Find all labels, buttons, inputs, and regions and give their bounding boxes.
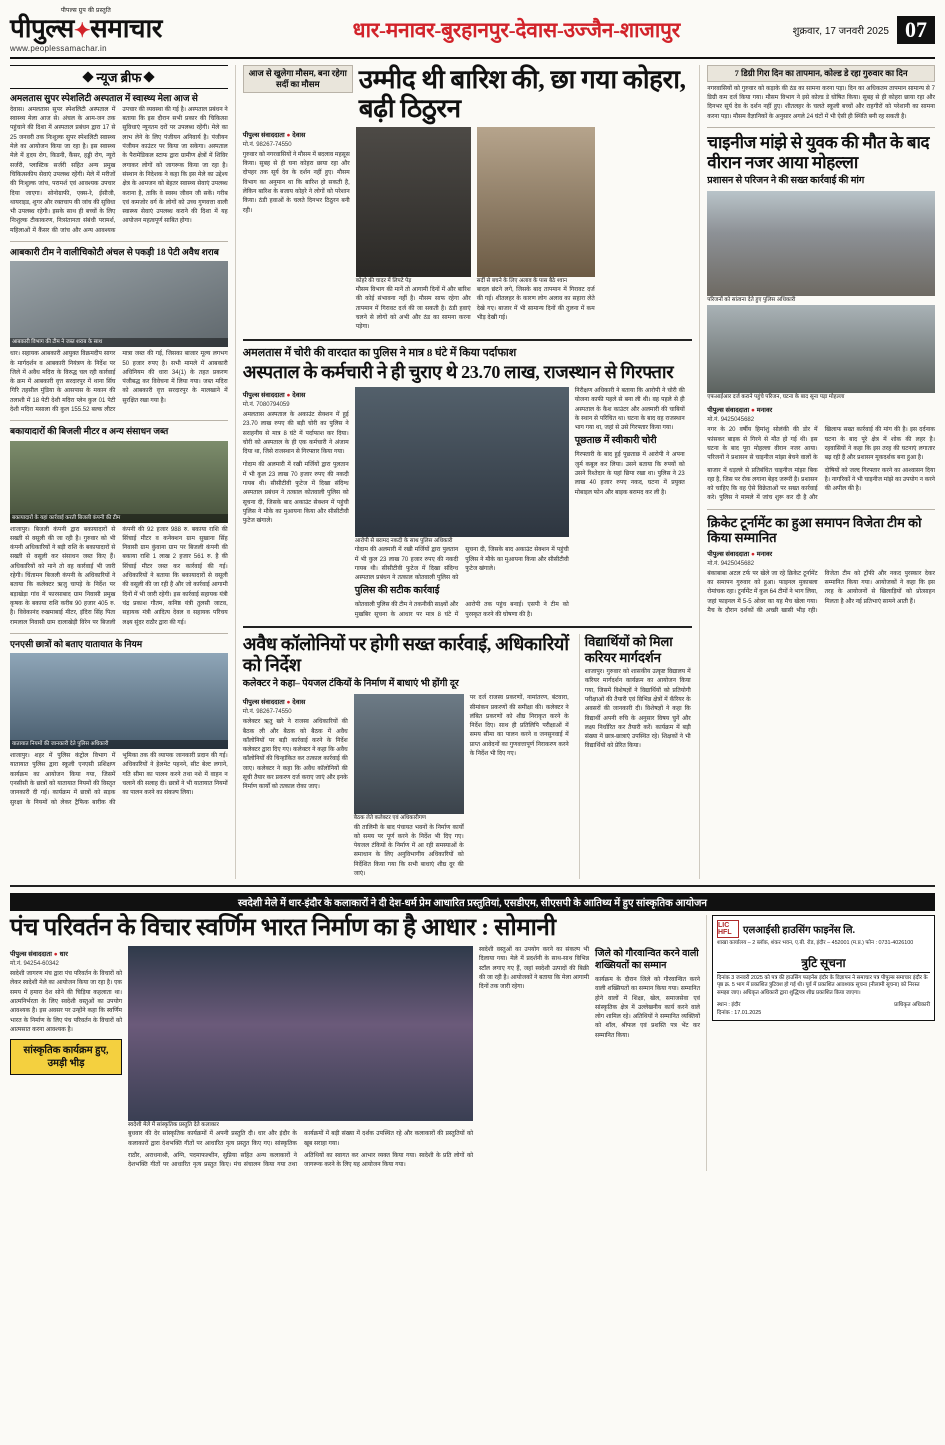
brief-lead-title: अमलतास सुपर स्पेशलिटी अस्पताल में स्वास्थ्य मेला आज से: [10, 92, 198, 103]
colony-headline: अवैध कॉलोनियों पर होगी सख्त कार्रवाई, अधिकारियों को निर्देश: [242, 633, 569, 676]
ncc-story-photo: [10, 653, 228, 749]
weather-byline: [243, 130, 350, 139]
bullet-icon: ●: [286, 131, 291, 139]
byline-name: पीपुल्स संवाददाता: [707, 550, 750, 558]
colony-photo-caption: बैठक लेते कलेक्टर एवं अधिकारीगण: [353, 815, 426, 822]
colony-byline: [243, 697, 348, 706]
column-divider: [235, 65, 236, 880]
electricity-story-headline: बकायादारों की बिजली मीटर व अन्य संसाधन जब्त: [10, 426, 169, 437]
swadeshi-byline: [10, 949, 122, 958]
date-block: [793, 16, 935, 44]
theft-text-1: अमलतास अस्पताल के अकाउंट सेक्शन में हुई 23.70 लाख रुपए की बड़ी चोरी का पुलिस ने सराहनीय से मात्र 8 घंटे में पर्दाफाश कर दिया। चोरी को अस्पताल के ही एक कर्मचारी ने अंजाम दिया था, जिसे राजस्थान से गिरफ्तार किया गया।: [242, 411, 349, 456]
weather-text-2: बादल छंटने लगे, जिसके बाद तापमान में गिरावट दर्ज की गई। शीतलहर के कारण लोग अलाव का सहारा लेते देखे गए। बाजार में भी सामान्य दिनों की तुलना में कम भीड़ देखी गई।: [476, 287, 595, 321]
honor-headline: जिले को गौरवान्वित करने वाली शख्सियतों का सम्मान: [595, 949, 699, 972]
weather-headline: उम्मीद थी बारिश की, छा गया कोहरा, बढ़ी ठिठुरन: [358, 64, 686, 123]
theft-body-row: [243, 387, 693, 620]
theft-press-conference-photo: [355, 387, 569, 537]
photo-caption: यातायात नियमों की जानकारी देते पुलिस अधिकारी: [10, 740, 228, 749]
kite-string-mobile: मो.नं. 9425045682: [707, 417, 755, 424]
weather-kicker: आज से खुलेगा मौसम, बना रहेगा सर्दी का मौसम: [243, 65, 353, 93]
bullet-icon: ●: [286, 391, 291, 399]
cricket-mobile: मो.नं. 9425045682: [707, 560, 755, 567]
photo-caption: बकायादारों के यहां कार्रवाई करती बिजली कंपनी की टीम: [10, 514, 228, 523]
website-url[interactable]: www.peoplessamachar.in: [10, 43, 107, 53]
cricket-text: बंकाबाबा अटल टर्फ पर खेले जा रहे क्रिकेट टूर्नामेंट का समापन गुरुवार को हुआ। फाइनल मुकाबला रोमांचक रहा। टूर्नामेंट में कुल 64 टीमों ने भाग लिया, जहां फाइनल में 5-5 ओवर का यह मैच खेला गया। मैच के दौरान दर्शकों की अच्छी खासी भीड़ रही। विजेता टीम को ट्रॉफी और नकद पुरस्कार देकर सम्मानित किया गया। आयोजकों ने कहा कि इस तरह के आयोजनों से खिलाड़ियों को प्रोत्साहन मिलता है और नई प्रतिभाएं सामने आती हैं।: [707, 570, 935, 615]
swadeshi-text-3: राठौर, अराधनाश्री, अग्नि, पदमाफल्शीन, सुप्रिया सहित अन्य कलाकारों ने देशभक्ति गीतों पर आधारित नृत्य प्रस्तुत किए। मंच संचालन किया गया तथा अतिथियों का स्वागत कर आभार व्यक्त किया गया। स्वदेशी के प्रति लोगों को जागरूक करने के लिए यह आयोजन किया गया।: [128, 1153, 473, 1169]
logo-tagline: पीपल्स ग्रुप की प्रस्तुति: [60, 8, 111, 14]
theft-mobile: मो.नं. 7080794059: [242, 401, 290, 408]
byline-place: देवास: [292, 391, 306, 399]
kite-string-photo-2: [707, 305, 935, 393]
cricket-headline: क्रिकेट टूर्नामेंट का हुआ समापन विजेता टीम को किया सम्मानित: [707, 514, 922, 546]
advertisement-column: [706, 915, 935, 1170]
ncc-story-text: शाजापुर। शहर में पुलिस कंट्रोल विभाग में यातायात पुलिस द्वारा स्कूली एनएसी प्रशिक्षण कार्यक्रम का आयोजन किया गया, जिसमें एनसीसी के छात्रों को यातायात नियमों की विस्तृत जानकारी दी गई। कार्यक्रम में छात्रों को सड़क सुरक्षा के नियमों को लेकर ट्रैफिक बारीक की भूमिका तक की व्यापक जानकारी प्रदान की गई। अधिकारियों ने हेलमेट पहनने, सीट बेल्ट लगाने, गति सीमा का पालन करने तथा नशे में वाहन न चलाने की सलाह दी। छात्रों ने भी यातायात नियमों का पालन करने का संकल्प लिया।: [10, 753, 228, 806]
ad-place: स्थान : इंदौर: [717, 1002, 741, 1009]
cricket-byline: [707, 549, 935, 558]
theft-text-2b: गोदाम की अलमारी में रखी मर्जियों द्वारा पुलतान में भी कुल 23 लाख 70 हजार रुपए की नकदी गायब थी। सीसीटीवी फुटेज में दिखा संदिग्ध अस्पताल प्रबंधन ने तत्काल कोतवाली पुलिस को सूचना दी, जिसके बाद अकाउंट सेक्शन में पहुंची पुलिस ने मौके का मुआयना किया और सीसीटीवी फुटेज खंगाले।: [354, 547, 569, 582]
weather-headline-row: [243, 65, 693, 123]
swadeshi-headline: पंच परिवर्तन के विचार स्वर्णिम भारत निर्माण का है आधार : सोमानी: [10, 915, 556, 942]
bullet-icon: ●: [751, 407, 755, 415]
main-columns: [10, 65, 935, 880]
electricity-story-photo: [10, 441, 228, 523]
cold-day-box-title: 7 डिग्री गिरा दिन का तापमान, कोल्ड डे रहा गुरुवार का दिन: [707, 65, 935, 82]
swadeshi-text-4: स्वदेशी वस्तुओं का उपयोग करने का संकल्प भी दिलाया गया। मेले में प्रदर्शनी के साथ-साथ विभिन्न स्टॉल लगाए गए हैं, जहां स्वदेशी उत्पादों की बिक्री की जा रही है। आयोजकों ने बताया कि मेला आगामी दिनों तक जारी रहेगा।: [479, 947, 589, 991]
swadeshi-text-2: बुधवार की देर सांस्कृतिक कार्यक्रमों में अपनी प्रस्तुति दी। धार और इंदौर के कलाकारों द्वारा देशभक्ति गीतों पर आधारित नृत्य प्रस्तुत किए गए। सांस्कृतिक कार्यक्रमों में बड़ी संख्या में दर्शक उपस्थित रहे और कलाकारों की प्रस्तुतियों को खूब सराहा गया।: [128, 1131, 473, 1147]
cultural-stage-caption: स्वदेशी मेले में सांस्कृतिक प्रस्तुति देते कलाकार: [128, 1122, 219, 1129]
kite-string-caption-1: परिजनों को सांत्वना देते हुए पुलिस अधिकारी: [707, 296, 796, 303]
byline-place: मनावर: [756, 407, 773, 415]
ad-notice-text: दिनांक 3 जनवरी 2025 को पत्र की हाउसिंग फाइनेंस इंदौर के विज्ञापन ने समाचार पत्र पीपुल्स समाचार इंदौर के पृष्ठ क्र. 5 भाग में प्रकाशित त्रुटिवश हो गई थी। पूर्व में प्रकाशित आवश्यक सूचना (नीलामी सूचना) को निरस्त समझा जाए। अधिकृत अधिकारी द्वारा शुद्धिपत्र शीघ्र प्रकाशित किया जाएगा।: [717, 974, 928, 996]
ad-authorized-officer: प्राधिकृत अधिकारी: [894, 1002, 930, 1009]
theft-headline: अस्पताल के कर्मचारी ने ही चुराए थे 23.70 लाख, राजस्थान से गिरफ्तार: [242, 361, 674, 382]
career-text: शाजापुर। गुरुवार को शासकीय उत्कृष्ट विद्यालय में करियर मार्गदर्शन कार्यक्रम का आयोजन किया गया, जिसमें विशेषज्ञों ने विद्यार्थियों को प्रतियोगी परीक्षाओं की तैयारी एवं विभिन्न क्षेत्रों में कॅरियर के अवसरों की जानकारी दी। विशेषज्ञों ने कहा कि विद्यार्थी अपनी रुचि के अनुसार विषय चुनें और लक्ष्य निर्धारित कर तैयारी करें। कार्यक्रम में बड़ी संख्या में छात्र-छात्राएं उपस्थित रहे। शिक्षकों ने भी विद्यार्थियों को प्रेरित किया।: [584, 669, 691, 750]
weather-text-1: मौसम विभाग की मानें तो आगामी दिनों में और बारिश की कोई संभावना नहीं है। मौसम साफ रहेगा और तापमान में गिरावट दर्ज की जा सकती है। ठंडी हवाएं चलने से लोगों को अभी और ठंड का सामना करना पड़ेगा।: [355, 287, 471, 331]
logo-word-right: समाचार: [90, 13, 162, 43]
kite-string-photo-1: [707, 191, 935, 296]
swadeshi-text-1: स्वदेशी जागरण मंच द्वारा पंच परिवर्तन के विचारों को लेकर स्वदेशी मेले का आयोजन किया जा रहा है। एक समय में हमारा देश सोने की चिड़िया कहलाता था। आत्मनिर्भरता के लिए स्वदेशी वस्तुओं का उपयोग आवश्यक है। इस अवसर पर उन्होंने कहा कि स्वर्णिम भारत के निर्माण के लिए पंच परिवर्तन के विचारों को आत्मसात करना आवश्यक है।: [10, 971, 122, 1033]
ad-date: दिनांक : 17.01.2025: [717, 1010, 762, 1017]
career-headline: विद्यार्थियों को मिला करियर मार्गदर्शन: [584, 633, 673, 665]
page-number: 07: [897, 16, 935, 44]
byline-name: पीपुल्स संवाददाता: [242, 131, 285, 139]
edition-line: [240, 16, 793, 44]
kite-string-text-1: नगर के 20 वर्षीय हिमांशु सोलंकी की डोर में फांसकर बाइक से गिरने से मौत हो गई थी। इस घटना के बाद पूरा मोहल्ला वीरान नजर आया। परिजनों ने प्रशासन से चाइनीज मांझा बेचने वालों के खिलाफ सख्त कार्रवाई की मांग की है। इस दर्दनाक घटना के बाद पूरे क्षेत्र में शोक की लहर है। रहवासियों ने कहा कि इस तरह की घटनाएं लगातार बढ़ रही हैं और प्रशासन मूकदर्शक बना हुआ है।: [707, 427, 935, 462]
byline-place: मनावर: [756, 550, 773, 558]
logo-wordmark: [10, 13, 162, 43]
bullet-icon: ●: [53, 951, 58, 959]
electricity-story-text: शाजापुर। बिजली कंपनी द्वारा बकायादारों से सख्ती से वसूली की जा रही है। गुरुवार को भी कंपनी अधिकारियों ने बड़ी राशि के बकायादारों से सख्ती से वसूली कर संसाधन जब्त किए हैं। अधिकारियों को माने तो वह कार्रवाई भी जारी रहेगी। चिंतामन बिजली कंपनी के अधिकारियों ने बताया कि कलेक्टर ऋजु चापड़े के निर्देश पर बड़ाखेड़ा गांव में फारसाबाद ग्राम निवासी प्रमुख कृषक के बकाया राशि करीब 90 हजार 405 रु. है। विवेकानंद रुखमाबाई मीटर, इंदिरा सिंह पिता रामलाल निवासी ग्राम दालाखेड़ी विरेन पर बिजली कंपनी की 92 हजार 988 रु. बकाया राशि की सिंचाई मीटर व कनेक्शन ग्राम सुखाना सिंह निवासी ग्राम कुंवाना ग्राम पर बिजली कंपनी की बकाया राशि 1 लाख 2 हजार 561 रु. है की सिंचाई मीटर जब्त कर कार्रवाई की गई। अधिकारियों ने बताया कि बकायादारों से वसूली की वसूली की जा रही है और जो कार्रवाई आगामी दिनों में भी जारी रहेगी। इस कार्रवाई सहायक यंत्री चंद्र प्रकाश गौतम, कनिष्ठ यंत्री तुलसी जाटव, सहायक मंत्री आदित्य देवल व सहायक परिचय लक्ष्य सुंदर राठौर द्वारा की गई।: [10, 526, 228, 626]
theft-kicker: अमलतास में चोरी की वारदात का पुलिस ने मात्र 8 घंटे में किया पर्दाफाश: [242, 346, 517, 359]
column-right: [707, 65, 935, 880]
byline-name: पीपुल्स संवाददाता: [242, 391, 285, 399]
star-icon: ✦: [73, 19, 91, 42]
diamond-icon: [83, 71, 94, 82]
kite-string-text-2: बाजार में धड़ल्ले से प्रतिबंधित चाइनीज मांझा बिक रहा है, जिस पर रोक लगाना बेहद जरूरी है। प्रशासन को चाहिए कि वह ऐसे विक्रेताओं पर सख्त कार्रवाई करे। पुलिस ने मामले में जांच शुरू कर दी है और दोषियों को जल्द गिरफ्तार करने का आश्वासन दिया है। नागरिकों ने भी चाइनीज मांझे का उपयोग न करने की अपील की है।: [707, 467, 935, 502]
colony-text-1: कलेक्टर ऋतु खरे ने राजस्व अधिकारियों की बैठक ली और बैठक को बैठक में अवैध कॉलोनियों पर बड़ी कार्रवाई करने के निर्देश कलेक्टर द्वारा दिए गए। कलेक्टर ने कहा कि अवैध कॉलोनियों की चिन्हांकित कर तत्काल कार्रवाई की जाए। कलेक्टर ने कहा कि अवैध कॉलोनियों की सूची तैयार कर प्रकरण दर्ज कराए जाएं और इनके निर्माण कार्यों को तत्काल रोका जाए।: [242, 719, 348, 791]
byline-place: देवास: [292, 131, 306, 139]
bullet-icon: ●: [751, 550, 755, 558]
diamond-icon: [144, 71, 155, 82]
bullet-icon: ●: [286, 699, 291, 707]
theft-text-5: कोतवाली पुलिस की टीम ने तकनीकी साक्ष्यों और मुखबिर सूचना के आधार पर मात्र 8 घंटे में आरोपी तक पहुंच बनाई। एसपी ने टीम को पुरस्कृत करने की घोषणा की है।: [354, 602, 569, 618]
column-center: [243, 65, 693, 880]
edition-text: धार-मनावर-बुरहानपुर-देवास-उज्जैन-शाजापुर: [352, 18, 680, 43]
kite-string-byline: [707, 405, 935, 414]
ncc-story-headline: एनएसी छात्रों को बताए यातायात के नियम: [10, 638, 143, 649]
liquor-story-text: धार। सहायक आबकारी आयुक्त विक्रमदीप सागर के मार्गदर्शन व आबकारी नियंत्रण के निर्देश पर जिले में अवैध मदिरा के विरुद्ध चल रही कार्रवाई के क्रम में आबकारी वृत्त सरदारपुर में थाना सिंघ गिरि तहसील मुंडिया के आसपास के मकान की तलाशी में 18 पेटी देशी मदिरा प्लेन कुल 01 पेटी देशी मदिरा मसाला की कुल 155.52 बल्क लीटर मात्रा जब्त की गई, जिसका बाजार मूल्य लगभग 50 हजार रुपए है। सभी मामले में आबकारी अधिनियम की धारा 34(1) के तहत प्रकरण पंजीबद्ध कर विवेचना में लिया गया। जब्त मदिरा को आबकारी वृत्त सरदारपुर के मालखाने में सुरक्षित रखा गया है।: [10, 351, 228, 414]
column-divider: [699, 65, 700, 880]
theft-sub-confession: पूछताछ में स्वीकारी चोरी: [574, 436, 657, 447]
liquor-story-headline: आबकारी टीम ने वालीचिकोटी अंचल से पकड़ी 18 पेटी अवैध शराब: [10, 247, 219, 257]
kite-string-subhead: प्रशासन से परिजन ने की सख्त कार्रवाई की मांग: [707, 175, 865, 186]
kite-string-caption-2: एफआईआर दर्ज कराने पहुंचे परिजन, घटना के बाद सूना पड़ा मोहल्ला: [707, 394, 845, 401]
theft-sub-cctv: पुलिस की सटीक कार्रवाई: [354, 586, 440, 597]
photo-caption: आबकारी विभाग की टीम ने जब्त शराब के साथ: [10, 338, 228, 347]
ad-address: शाखा कार्यालय – 2 ब्लॉक, शंकर भवन, ए.बी. रोड, इंदौर – 452001 (म.प्र.) फोन : 0731-4026100: [717, 940, 914, 947]
ad-company-name: एलआईसी हाउसिंग फाइनेंस लि.: [743, 925, 856, 937]
logo: [10, 8, 240, 53]
byline-name: पीपुल्स संवाददाता: [707, 407, 750, 415]
masthead: [10, 8, 935, 59]
liquor-story-photo: [10, 261, 228, 347]
colony-subhead: कलेक्टर ने कहा– पेयजल टंकियों के निर्माण में बाधाएं भी होंगी दूर: [242, 679, 459, 690]
ad-header: [717, 920, 930, 938]
byline-place: धार: [59, 951, 68, 959]
kite-string-headline: चाइनीज मांझे से युवक की मौत के बाद वीरान नजर आया मोहल्ला: [707, 132, 930, 172]
cultural-program-box: सांस्कृतिक कार्यक्रम हुए, उमड़ी भीड़: [10, 1039, 122, 1075]
column-left: [10, 65, 228, 880]
honor-text: कार्यक्रम के दौरान जिले को गौरवान्वित करने वाली शख्सियतों का सम्मान किया गया। सम्मानित होने वालों में शिक्षा, खेल, समाजसेवा एवं सांस्कृतिक क्षेत्र में उल्लेखनीय कार्य करने वाले लोग शामिल रहे। अतिथियों ने सम्मानित व्यक्तियों को शॉल, श्रीफल एवं प्रशस्ति पत्र भेंट कर सम्मानित किया।: [595, 976, 700, 1039]
colony-block: [243, 634, 693, 879]
news-brief-label: न्यूज ब्रीफ: [96, 69, 142, 85]
weather-mobile: मो.नं. 98267-74550: [242, 141, 292, 148]
theft-text-4: गिरफ्तारी के बाद हुई पूछताछ में आरोपी ने अपना जुर्म कबूल कर लिया। उसने बताया कि रुपयों को उसने रिश्तेदार के यहां छिपा रखा था। पुलिस ने 23 लाख 40 हजार रुपए नकद, घटना में प्रयुक्त मोबाइल फोन और बाइक बरामद कर ली है।: [574, 452, 685, 496]
lic-logo-icon: LIC HFL: [717, 920, 739, 938]
dogs-bonfire-caption: सर्दी से बचने के लिए अलाव के पास बैठे श्वान: [476, 277, 568, 284]
cold-day-text: नगरवासियों को गुरुवार को कड़ाके की ठंड का सामना करना पड़ा। दिन का अधिकतम तापमान सामान्य से 7 डिग्री कम दर्ज किया गया। मौसम विभाग ने इसे कोल्ड डे घोषित किया। सुबह से ही कोहरा छाया रहा और दिनभर सूर्य देव के दर्शन नहीं हुए। शीतलहर के चलते स्कूली बच्चों और राहगीरों को परेशानी का सामना करना पड़ा। मौसम वैज्ञानिकों के अनुसार अगले 24 घंटों में भी ऐसी ही स्थिति बनी रह सकती है।: [707, 85, 935, 120]
colony-text-3: पर दर्ज राजस्व प्रकरणों, नामांतरण, बंटवारा, सीमांकन प्रकरणों की समीक्षा की। कलेक्टर ने लंबित प्रकरणों को शीघ्र निराकृत करने के निर्देश दिए। साथ ही प्रतिलिपि परीक्षाओं में समय सीमा का पालन करने व जनसुनवाई में प्राप्त आवेदनों का गुणवत्तापूर्ण निराकरण करने के निर्देश भी दिए गए।: [469, 695, 569, 758]
weather-body-row: [243, 127, 693, 333]
ad-notice-title: त्रुटि सूचना: [717, 954, 930, 973]
colony-meeting-photo: [354, 694, 464, 814]
theft-text-2: गोदाम की अलमारी में रखी मर्जियों द्वारा पुलतान में भी कुल 23 लाख 70 हजार रुपए की नकदी गायब थी। सीसीटीवी फुटेज में दिखा संदिग्ध अस्पताल प्रबंधन ने तत्काल कोतवाली पुलिस को सूचना दी, जिसके बाद अकाउंट सेक्शन में पहुंची पुलिस ने मौके का मुआयना किया और सीसीटीवी फुटेज खंगाले।: [242, 462, 349, 525]
cultural-stage-photo: [128, 946, 473, 1121]
theft-text-3: निरीक्षण अधिकारी ने बताया कि आरोपी ने चोरी की योजना काफी पहले से बना ली थी। वह पहले से ही अस्पताल के कैश काउंटर और अलमारी की चाबियों के स्थान से परिचित था। घटना के बाद वह राजस्थान भाग गया था, जहां से उसे गिरफ्तार किया गया।: [574, 387, 685, 432]
news-brief-badge: [10, 65, 228, 89]
colony-text-2: की तालिमी के बाद पंचायत भवनों के निर्माण कार्यों को समय पर पूर्ण करने के निर्देश भी दिए गए। पेयजल टंकियों के निर्माण में आ रही समस्याओं के समाधान के लिए अनुविभागीय अधिकारियों को निर्देशित किया गया कि सभी बाधाएं शीघ्र दूर की जाएं।: [353, 824, 464, 877]
colony-mobile: मो.नं. 98267-74550: [242, 709, 292, 716]
dogs-bonfire-photo: [477, 127, 595, 277]
byline-name: पीपुल्स संवाददाता: [10, 951, 52, 959]
theft-byline: [243, 390, 349, 399]
bottom-main-row: [10, 915, 935, 1170]
theft-photo-caption: आरोपी से बरामद नकदी के साथ पुलिस अधिकारी: [354, 537, 453, 544]
lic-housing-ad: [712, 915, 935, 1021]
logo-word-left: पीपुल्स: [10, 13, 74, 43]
fog-tree-photo: [356, 127, 471, 277]
brief-lead-text: देवास। अमलतास सुपर स्पेशलिटी अस्पताल में स्वास्थ्य मेला आज से। अंचल के आम-जन तक पहुंचाने की दिशा में अस्पताल प्रबंधन द्वारा 17 से 25 जनवरी तक निःशुल्क सुपर स्पेशलिटी स्वास्थ्य मेले का आयोजन किया जा रहा है। इस स्वास्थ्य मेले में हृदय रोग, किडनी, कैंसर, हड्डी रोग, न्यूरो सर्जरी, प्लास्टिक सर्जरी सहित अन्य प्रमुख चिकित्सकीय सेवाएं उपलब्ध रहेंगी। मेले में मरीजों की निःशुल्क जांच, परामर्श एवं आवश्यक उपचार दिया जाएगा। सोनोग्राफी, एक्स-रे, ईसीजी, थायराइड, शुगर और रक्तचाप की जांच की सुविधा भी उपलब्ध रहेगी। इसके साथ ही बच्चों के लिए निःशुल्क टीकाकरण, निःसंतानता संबंधी परामर्श, महिलाओं में कैंसर की जांच और अन्य आवश्यक उपचार की व्यवस्था की गई है। अस्पताल प्रबंधन ने बताया कि इस दौरान सभी प्रकार की चिकित्सा सुविधाएं न्यूनतम दरों पर उपलब्ध रहेंगी। मेले का लाभ लेने के लिए पंजीयन अनिवार्य है। पंजीयन पंजीयन काउंटर पर किया जा सकेगा। अस्पताल के पैरामेडिकल स्टाफ द्वारा ग्रामीण क्षेत्रों में शिविर लगाकर लोगों को जागरूक किया जा रहा है। संस्थान के निदेशक ने कहा कि इस मेले का उद्देश्य क्षेत्र के आमजन को बेहतर स्वास्थ्य सेवाएं उपलब्ध कराना है, ताकि वे स्वस्थ जीवन जी सकें। गरीब एवं कमजोर वर्ग के लोगों को उच्च गुणवत्ता वाली स्वास्थ्य सेवाएं उपलब्ध कराने की दिशा में यह आयोजन महत्वपूर्ण साबित होगा।: [10, 106, 228, 234]
byline-name: पीपुल्स संवाददाता: [242, 699, 285, 707]
fog-tree-caption: कोहरे की चादर में लिपटे पेड़: [355, 277, 412, 284]
swadeshi-mobile: मो.नं. 94254-60342: [10, 961, 59, 968]
weather-lede: गुरुवार को नगरवासियों ने मौसम में बदलाव महसूस किया। सुबह से ही घना कोहरा छाया रहा और दोपहर तक सूर्य देव के दर्शन नहीं हुए। मौसम विभाग का अनुमान था कि बारिश हो सकती है, लेकिन बारिश के बजाय कोहरे ने लोगों को परेशान किया। ठंडी हवाओं के चलते दिनभर ठिठुरन बनी रही।: [242, 151, 350, 214]
byline-place: देवास: [292, 699, 306, 707]
ad-signature-row: [717, 1000, 930, 1016]
publish-date: शुक्रवार, 17 जनवरी 2025: [792, 26, 889, 38]
bottom-section-strip: स्वदेशी मेले में धार-इंदौर के कलाकारों ने दी देश-धर्म प्रेम आधारित प्रस्तुतियां, एसडीएम, सीएसपी के आतिथ्य में हुए सांस्कृतिक आयोजन: [10, 893, 935, 911]
